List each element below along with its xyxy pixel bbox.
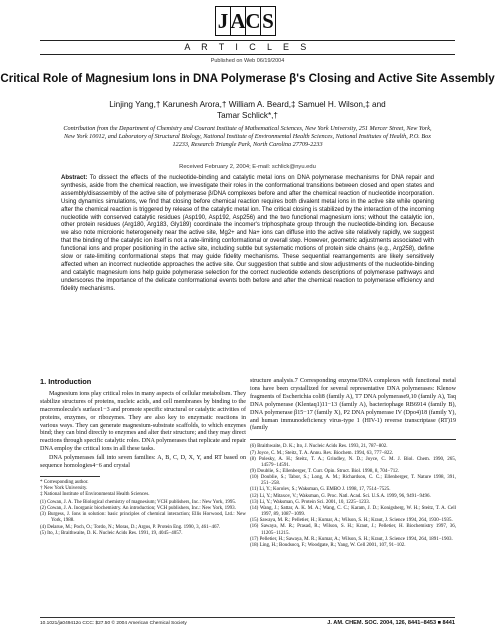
doi-line: 10.1021/ja049412o CCC: $27.50 © 2004 American Chemical Society: [40, 621, 187, 626]
paragraph: DNA polymerases fall into seven families: A, B, C, D, X, Y, and RT based on sequence homologies4−6 and crystal: [40, 455, 246, 470]
reference: (14) Wang, J.; Sattar, A. K. M. A.; Wang, C. C.; Karam, J. D.; Konigsberg, W. H.; Steitz, T. A. Cell 1997, 89, 1087−1099.: [250, 505, 456, 518]
page-footer: [40, 619, 455, 631]
reference: (18) Ling, H.; Boudsocq, F.; Woodgate, R.; Yang, W. Cell 2001, 107, 91−102.: [250, 542, 406, 548]
author-line: Linjing Yang,† Karunesh Arora,† William A. Beard,‡ Samuel H. Wilson,‡ and: [109, 100, 386, 109]
section-label: A R T I C L E S: [184, 42, 311, 52]
logo-letter: J: [215, 6, 231, 36]
author-line: Tamar Schlick*,†: [217, 110, 278, 120]
published-date: Published on Web 06/19/2004: [210, 58, 285, 64]
left-column: [40, 378, 246, 537]
reference: (5) Ito, J.; Braithwaite, D. K. Nucleic Acids Res. 1991, 19, 4045−4057.: [40, 530, 183, 536]
author-list: [0, 100, 495, 121]
jacs-logo: [215, 6, 279, 36]
reference: (7) Joyce, C. M.; Steitz, T. A. Annu. Rev. Biochem. 1994, 63, 777−822.: [250, 450, 394, 456]
article-title: Critical Role of Magnesium Ions in DNA Polymerase β's Closing and Active Site Assembly: [0, 72, 495, 85]
reference: (13) Li, Y.; Waksman, G. Protein Sci. 2001, 10, 1225−1233.: [250, 499, 370, 505]
reference: (9) Doublie, S.; Ellenberger, T. Curr. Opin. Struct. Biol. 1998, 8, 704−712.: [250, 468, 399, 474]
paragraph: structure analysis.7 Corresponding enzyme/DNA complexes with functional metal ions have been crystallized for several representative DNA polymerases: Klenow fragments of Escherichia coli8 (family A), T7 DNA polymerase9,10 (family A), Taq DNA polymerase (Klentaq1)11−13 (family A), bacteriophage RB6914 (family B), DNA polymerase β15−17 (family X), P2 DNA polymerase IV (Dpo4)18 (family Y), and human immunodeficiency virus-type 1 (HIV-1) reverse transcriptase (RT)19 (family: [250, 378, 456, 432]
reference: (1) Cowan, J. A. The Biological chemistry of magnesium; VCH publishers, Inc.: New York, 1995.: [40, 499, 237, 505]
abstract: [61, 175, 434, 294]
footer-rule: [40, 617, 455, 618]
reference: (3) Burgess, J. Ions in solution: basic principles of chemical interaction; Ellis Horwood, Ltd.: New York, 1988.: [40, 512, 246, 524]
paragraph: Magnesium ions play critical roles in many aspects of cellular metabolism. They stabilize structures of proteins, nucleic acids, and cell membranes by binding to the macromolecule's surface1−3 and promote specific structural or catalytic activities of proteins, enzymes, or ribozymes. They are also key to enzymatic reactions in various ways. They can generate magnesium-substrate scaffolds, to which enzymes bind; they can bind directly to enzymes and alter their structure; and they may direct reactions through specific catalytic roles. DNA polymerases that replicate and repair DNA employ the critical ions in all these tasks.: [40, 390, 246, 453]
logo-letter: A: [230, 6, 246, 36]
footnote: * Corresponding author.: [40, 479, 89, 485]
reference: (4) Delarue, M.; Poch, O.; Tordo, N.; Moras, D.; Argos, P. Protein Eng. 1990, 3, 461−467.: [40, 524, 221, 530]
reference: (11) Li, Y.; Korolev, S.; Waksman, G. EMBO J. 1998, 17, 7514−7525.: [250, 487, 391, 493]
abstract-text: To dissect the effects of the nucleotide-binding and catalytic metal ions on DNA polymerase mechanisms for DNA repair and synthesis, aside from the chemical reaction, we investigate their roles in the conformational transitions between closed and open states and assembly/disassembly of the active site of polymerase β/DNA complexes before and after the chemical reaction of nucleotide incorporation. Using dynamics simulations, we find that closing before chemical reaction requires both divalent metal ions in the active site while opening after the chemical reaction is triggered by release of the catalytic metal ion. The critical closing is stabilized by the interaction of the incoming nucleotide with conserved catalytic residues (Asp190, Asp192, Asp256) and the two functional magnesium ions; without the catalytic ion, other protein residues (Arg180, Arg183, Gly189) coordinate the incomer's triphosphate group through the nucleotide-binding ion. Because we also note microionic heterogeneity near the active site, Mg2+ and Na+ ions can diffuse into the active site relatively rapidly, we suggest that the binding of the catalytic ion itself is not a rate-limiting conformational or overall step. However, geometric adjustments associated with functional ions and proper positioning in the active site, including subtle but systematic motions of protein side chains (e.g., Arg258), define slow or rate-limiting conformational steps that may guide fidelity mechanisms. These sequential rearrangements are likely sensitively affected when an incorrect nucleotide approaches the active site. Our suggestion that subtle and slow adjustments of the nucleotide-binding and catalytic magnesium ions help guide polymerase selection for the correct nucleotide extends descriptions of polymerase pathways and underscores the importance of the delicate conformational events both before and after the chemical reaction to polymerase efficiency and fidelity mechanisms.: [61, 175, 434, 292]
affiliation: Contribution from the Department of Chemistry and Courant Institute of Mathematical Sciences, New York University, 251 Mercer Street, New York, New York 10012, and Laboratory of Structural Biology, National Institute of Environmental Health Sciences, National Institutes of Health, P.O. Box 12233, Research Triangle Park, North Carolina 27709-2233: [63, 125, 432, 148]
abstract-label: Abstract:: [61, 175, 88, 181]
footnote: † New York University.: [40, 485, 88, 491]
reference: (8) Polesky, A. H.; Steitz, T. A.; Grindley, N. D.; Joyce, C. M. J. Biol. Chem. 1990, 265, 14579−14591.: [250, 456, 456, 468]
right-column: [250, 378, 456, 549]
logo-letter: C: [245, 6, 261, 36]
footnote: ‡ National Institute of Environmental Health Sciences.: [40, 491, 150, 497]
reference: (12) Li, Y.; Mitaxov, V.; Waksman, G. Proc. Natl. Acad. Sci. U.S.A. 1999, 96, 9491−9496.: [250, 493, 431, 499]
section-heading: 1. Introduction: [40, 377, 92, 386]
journal-citation: J. AM. CHEM. SOC. 2004, 126, 8441−8453 ■ 8441: [327, 620, 455, 626]
logo-letter: S: [260, 6, 276, 36]
reference: (6) Braithwaite, D. K.; Ito, J. Nucleic Acids Res. 1993, 21, 787−802.: [250, 444, 388, 450]
journal-masthead: [0, 6, 495, 68]
reference: (16) Sawaya, M. R.; Prasad, R.; Wilson, S. H.; Kraut, J.; Pelletier, H. Biochemistry 1997, 36, 11205−11215.: [250, 524, 456, 536]
masthead-rule-top: [40, 40, 455, 41]
reference-list: [250, 439, 456, 549]
reference: (10) Doublie, S.; Tabor, S.; Long, A. M.; Richardson, C. C.; Ellenberger, T. Nature 1998, 391, 251−258.: [250, 475, 456, 487]
received-line: Received February 2, 2004; E-mail: schlick@nyu.edu: [179, 164, 316, 170]
masthead-rule-bottom: [40, 54, 455, 55]
reference: (15) Sawaya, M. R.; Pelletier, H.; Kumar, A.; Wilson, S. H.; Kraut, J. Science 1994, 264, 1930−1935.: [250, 518, 453, 524]
reference: (2) Cowan, J. A. Inorganic biochemistry. An introduction; VCH publishers, Inc.: New York, 1993.: [40, 506, 236, 512]
footnote-divider: [40, 476, 100, 477]
reference: (17) Pelletier, H.; Sawaya, M. R.; Kumar, A.; Wilson, S. H.; Kraut, J. Science 1994, 264, 1891−1903.: [250, 536, 453, 542]
